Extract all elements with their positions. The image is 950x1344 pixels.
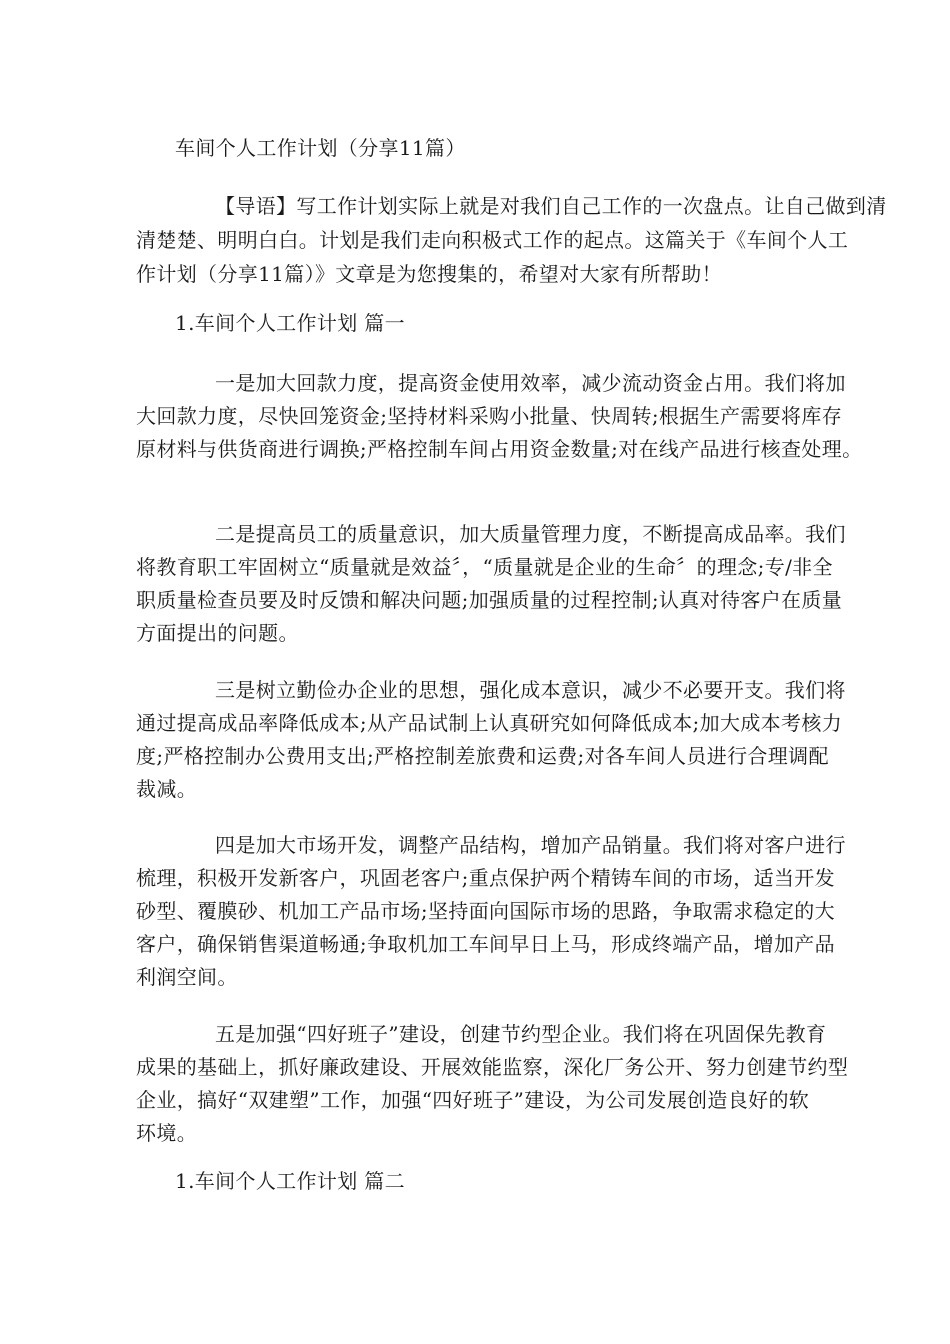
para3-line-4: 裁减。 [136,777,198,801]
para5-line-4: 环境。 [136,1121,198,1145]
para5-line-2: 成果的基础上，抓好廉政建设、开展效能监察，深化厂务公开、努力创建节约型 [136,1055,849,1079]
section-heading-2: 1.车间个人工作计划 篇二 [175,1169,405,1193]
para4-line-1: 四是加大市场开发，调整产品结构，增加产品销量。我们将对客户进行 [215,833,846,857]
para2-line-1: 二是提高员工的质量意识，加大质量管理力度，不断提高成品率。我们 [215,522,846,546]
para1-line-3: 原材料与供货商进行调换;严格控制车间占用资金数量;对在线产品进行核查处理。 [136,437,863,461]
para5-line-3: 企业，搞好“双建塑”工作，加强“四好班子”建设，为公司发展创造良好的软 [136,1088,810,1112]
intro-line-2: 清楚楚、明明白白。计划是我们走向积极式工作的起点。这篇关于《车间个人工 [136,228,849,252]
section-heading-1: 1.车间个人工作计划 篇一 [175,311,405,335]
para2-line-2: 将教育职工牢固树立“质量就是效益〞，“质量就是企业的生命〞的理念;专/非全 [136,555,833,579]
para4-line-2: 梳理，积极开发新客户，巩固老客户;重点保护两个精铸车间的市场，适当开发 [136,866,835,890]
document-title: 车间个人工作计划（分享11篇） [175,136,466,160]
para4-line-5: 利润空间。 [136,965,238,989]
para3-line-3: 度;严格控制办公费用支出;严格控制差旅费和运费;对各车间人员进行合理调配 [136,744,829,768]
intro-line-1: 【导语】写工作计划实际上就是对我们自己工作的一次盘点。让自己做到清 [215,194,887,218]
para1-line-1: 一是加大回款力度，提高资金使用效率，减少流动资金占用。我们将加 [215,371,846,395]
para4-line-3: 砂型、覆膜砂、机加工产品市场;坚持面向国际市场的思路，争取需求稳定的大 [136,899,835,923]
intro-line-3: 作计划（分享11篇）》文章是为您搜集的，希望对大家有所帮助！ [136,262,722,286]
para3-line-2: 通过提高成品率降低成本;从产品试制上认真研究如何降低成本;加大成本考核力 [136,711,843,735]
para2-line-4: 方面提出的问题。 [136,621,299,645]
para5-line-1: 五是加强“四好班子”建设，创建节约型企业。我们将在巩固保先教育 [215,1022,827,1046]
para2-line-3: 职质量检查员要及时反馈和解决问题;加强质量的过程控制;认真对待客户在质量 [136,588,843,612]
para1-line-2: 大回款力度，尽快回笼资金;坚持材料采购小批量、快周转;根据生产需要将库存 [136,404,843,428]
para3-line-1: 三是树立勤俭办企业的思想，强化成本意识，减少不必要开支。我们将 [215,678,846,702]
para4-line-4: 客户，确保销售渠道畅通;争取机加工车间早日上马，形成终端产品，增加产品 [136,932,835,956]
